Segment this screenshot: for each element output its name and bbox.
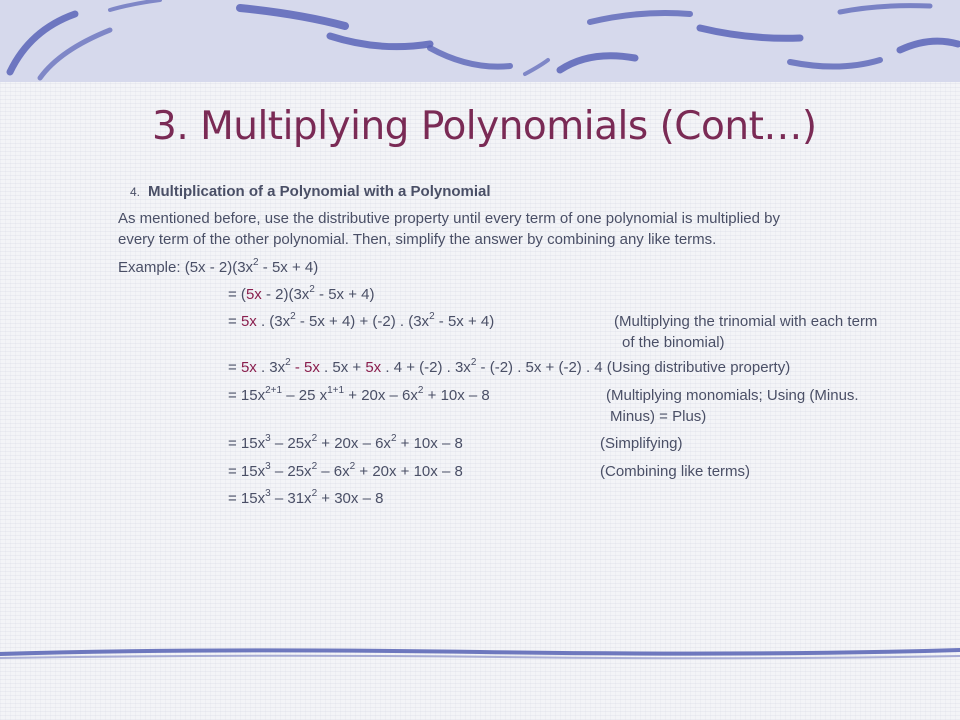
decorative-brush-banner [0, 0, 960, 82]
step-text: + 30x – 8 [317, 490, 384, 507]
step-6 [228, 462, 463, 482]
example-line [118, 257, 318, 278]
step-text: - 5x + 4) [314, 286, 375, 303]
step-text: + 10x – 8 [396, 435, 463, 452]
step-text: = ( [228, 286, 246, 303]
exponent: 2 [417, 385, 424, 396]
section-heading [130, 183, 491, 200]
step-text: = [228, 359, 241, 376]
example-expression-part: (5x - 2)(3x [184, 259, 254, 276]
step-text: + 20x + 10x – 8 [355, 463, 463, 480]
step-text: = [228, 313, 241, 330]
step-text: . 4 + (-2) . 3x [381, 359, 471, 376]
highlighted-term: 5x [304, 359, 320, 376]
note-line: Minus) = Plus) [610, 408, 707, 425]
exponent: 2 [390, 433, 397, 444]
exponent: 2 [349, 461, 356, 472]
step-text: – 25x [270, 463, 312, 480]
step-7 [228, 489, 383, 509]
step-text: + 20x – 6x [344, 387, 418, 404]
exponent: 2+1 [265, 385, 283, 396]
step-text: . 5x + [319, 359, 366, 376]
exponent: 2 [311, 488, 318, 499]
step-text: = 15x [228, 387, 266, 404]
exponent: 2 [290, 311, 296, 322]
exponent: 3 [265, 488, 271, 499]
exponent: 2 [311, 461, 318, 472]
step-3 [228, 358, 790, 378]
highlighted-term: 5x [245, 286, 262, 303]
exponent: 2 [253, 257, 259, 268]
step-text: - 5x + 4) [434, 313, 495, 330]
step-text: - 5x + 4) + (-2) . (3x [295, 313, 430, 330]
exponent: 2 [470, 357, 477, 368]
exponent: 2 [429, 311, 435, 322]
exponent: 3 [265, 461, 271, 472]
example-expression-part: - 5x + 4) [258, 259, 319, 276]
highlighted-term: 5x [365, 359, 382, 376]
step-5 [228, 434, 463, 454]
highlighted-term: 5x [240, 313, 257, 330]
step-text: - 2)(3x [261, 286, 310, 303]
note-line: (Multiplying the trinomial with each term [614, 313, 878, 330]
highlighted-term: - [290, 359, 305, 376]
section-number: 4. [130, 185, 141, 199]
exponent: 1+1 [327, 385, 345, 396]
step-text: = 15x [228, 435, 266, 452]
intro-paragraph [118, 208, 780, 250]
exponent: 3 [265, 433, 271, 444]
step-6-note: (Combining like terms) [600, 463, 751, 480]
exponent: 2 [309, 284, 315, 295]
step-text: = 15x [228, 463, 266, 480]
step-text: . 3x [256, 359, 286, 376]
step-1 [228, 285, 374, 305]
step-text: + 10x – 8 [423, 387, 490, 404]
note-line: (Multiplying monomials; Using (Minus. [606, 387, 859, 404]
intro-line-2: every term of the other polynomial. Then, simplify the answer by combining any like terms. [118, 231, 717, 248]
decorative-brush-rule [0, 640, 960, 670]
step-text: - (-2) . 5x + (-2) . 4 (Using distributive property) [476, 359, 791, 376]
step-text: – 25x [270, 435, 312, 452]
section-title: Multiplication of a Polynomial with a Polynomial [148, 183, 491, 200]
step-5-note: (Simplifying) [600, 435, 683, 452]
step-4-note [606, 385, 859, 427]
step-text: – 31x [270, 490, 312, 507]
step-text: – 6x [317, 463, 350, 480]
step-2 [228, 312, 494, 332]
step-text: + 20x – 6x [317, 435, 391, 452]
slide-title: 3. Multiplying Polynomials (Cont…) [152, 104, 817, 149]
step-text: . (3x [256, 313, 291, 330]
intro-line-1: As mentioned before, use the distributive property until every term of one polynomial is multiplied by [118, 210, 780, 227]
step-text: – 25 x [282, 387, 328, 404]
exponent: 2 [311, 433, 318, 444]
exponent: 2 [285, 357, 291, 368]
step-4 [228, 386, 490, 406]
step-2-note [614, 311, 877, 353]
step-text: = 15x [228, 490, 266, 507]
highlighted-term: 5x [240, 359, 257, 376]
note-line: of the binomial) [622, 334, 725, 351]
example-label: Example: [118, 259, 185, 276]
